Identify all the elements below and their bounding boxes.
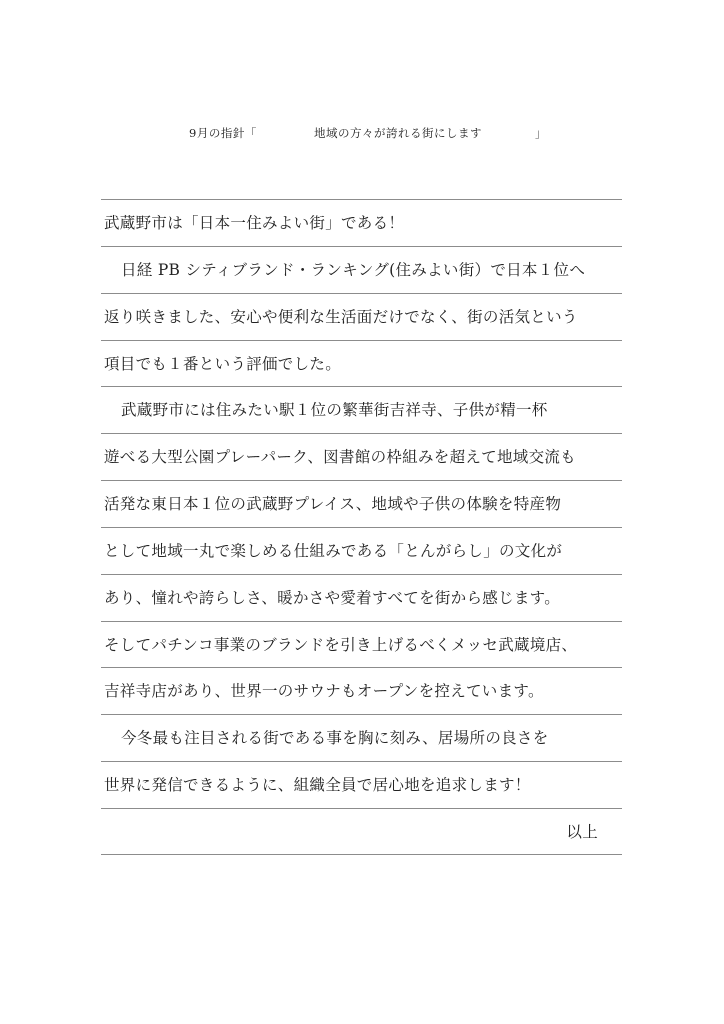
header-prefix: 9月の指針「 — [189, 126, 257, 140]
monthly-guideline-header — [0, 125, 724, 145]
text-line — [101, 433, 622, 480]
text-line — [101, 527, 622, 574]
closing-text: 以上 — [566, 822, 598, 841]
line-text: そしてパチンコ事業のブランドを引き上げるべくメッセ武蔵境店、 — [104, 635, 578, 654]
line-text: あり、憧れや誇らしさ、暖かさや愛着すべてを街から感じます。 — [104, 588, 561, 607]
header-motto: 地域の方々が誇れる街にします — [314, 126, 482, 140]
closing-line — [101, 808, 622, 855]
line-text: 遊べる大型公園プレーパーク、図書館の枠組みを超えて地域交流も — [104, 448, 576, 467]
text-line — [101, 761, 622, 808]
line-text: 項目でも１番という評価でした。 — [104, 354, 342, 373]
text-line — [101, 667, 622, 714]
text-line — [101, 621, 622, 668]
ruled-text-block — [101, 199, 622, 855]
line-text: 今冬最も注目される街である事を胸に刻み、居場所の良さを — [121, 729, 549, 748]
text-line — [101, 714, 622, 761]
line-text: 返り咲きました、安心や便利な生活面だけでなく、街の活気という — [104, 307, 578, 326]
text-line — [101, 293, 622, 340]
text-line — [101, 574, 622, 621]
line-text: 日経 PB シティブランド・ランキング(住みよい街）で日本１位へ — [121, 260, 586, 279]
line-text: 武蔵野市には住みたい駅１位の繁華街吉祥寺、子供が精一杯 — [121, 401, 548, 420]
line-text: 世界に発信できるように、組織全員で居心地を追求します！ — [104, 776, 531, 795]
text-line — [101, 480, 622, 527]
header-close-bracket: 」 — [535, 126, 547, 140]
line-text: として地域一丸で楽しめる仕組みである「とんがらし」の文化が — [104, 541, 563, 560]
line-text: 武蔵野市は「日本一住みよい街」である！ — [104, 214, 405, 232]
line-text: 活発な東日本１位の武蔵野プレイス、地域や子供の体験を特産物 — [104, 495, 562, 514]
text-line — [101, 246, 622, 293]
text-line — [101, 199, 622, 246]
text-line — [101, 386, 622, 433]
text-line — [101, 340, 622, 387]
line-text: 吉祥寺店があり、世界一のサウナもオープンを控えています。 — [104, 682, 544, 701]
